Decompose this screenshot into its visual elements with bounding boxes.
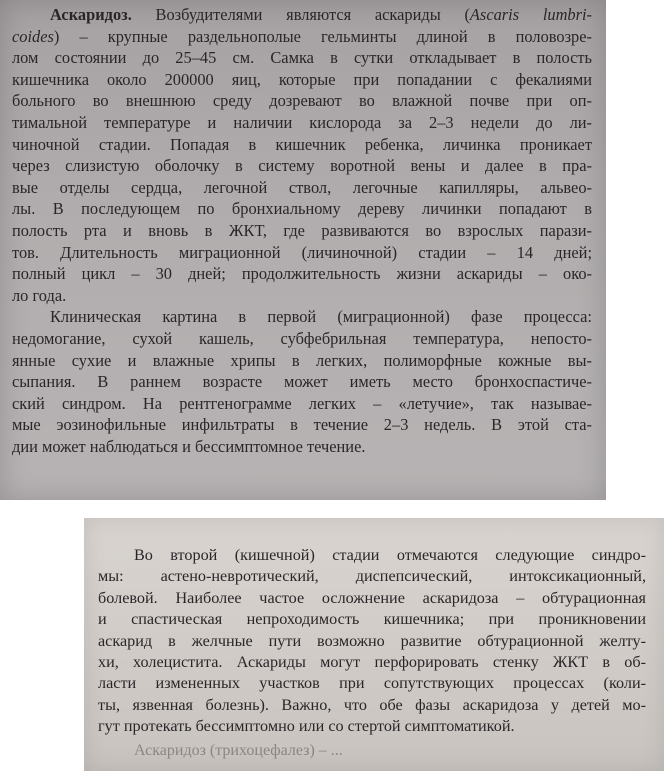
text-line: лом состоянии до 25–45 см. Самка в сутки откладывает в полость [12,48,592,68]
text-line: янные сухие и влажные хрипы в легких, полиморфные кожные вы- [12,350,592,370]
text-line: кишечника около 200000 яиц, которые при попадании с фекалиями [12,69,592,89]
cut-off-text-line: Аскаридоз (трихоцефалез) – ... [134,741,343,759]
latin-name: Ascaris lumbri- [469,5,592,24]
text-line: полость рта и вновь в ЖКТ, где развиваются во взрослых парази- [12,220,592,240]
text-line: аскарид в желчные пути возможно развитие обтурационной желту- [98,631,646,650]
text-line: вые отделы сердца, легочной ствол, легочные капилляры, альвео- [12,177,592,197]
text-line: мы: астено-невротический, диспепсический, интоксикационный, [98,567,646,586]
text-line: дии может наблюдаться и бессимптомное течение. [12,436,366,456]
ascariasis-paragraph-1 [12,4,592,306]
text-line: сыпания. В раннем возрасте может иметь место бронхоспастиче- [12,372,592,392]
text-line: ский синдром. На рентгенограмме легких – «летучие», так называе- [12,393,592,413]
text-line: хи, холецистита. Аскариды могут перфорировать стенку ЖКТ в об- [98,653,646,672]
ascariasis-paragraph-2 [12,306,592,457]
text-line: гут протекать бессимптомно или со стертой симптоматикой. [98,717,515,736]
text-line: и спастическая непроходимость кишечника; при проникновении [98,610,646,629]
text-line: coides) – крупные раздельнополые гельминты длиной в половозре- [12,26,592,46]
text-line: полный цикл – 30 дней; продолжительность жизни аскариды – око- [12,264,592,284]
text-line: больного во внешнюю среду дозревают во влажной почве при оп- [12,91,592,111]
text-line: ласти измененных участков при сопутствующих процессах (коли- [98,674,646,693]
text-line: мые эозинофильные инфильтраты в течение 2–3 недель. В этой ста- [12,415,592,435]
text-line: ты, язвенная болезнь). Важно, что обе фазы аскаридоза у детей мо- [98,695,646,714]
text-line: через слизистую оболочку в систему воротной вены и далее в пра- [12,156,592,176]
text-line: Клиническая картина в первой (миграционной) фазе процесса: [50,307,592,327]
text-line: Аскаридоз. Возбудителями являются аскариды (Ascaris lumbri- [50,5,592,24]
latin-name: coides [12,26,54,46]
text-line: чиночной стадии. Попадая в кишечник ребенка, личинка проникает [12,134,592,154]
text-line: тов. Длительность миграционной (личиночной) стадии – 14 дней; [12,242,592,262]
text-line: лы. В последующем по бронхиальному дереву личинки попадают в [12,199,592,219]
text-line: недомогание, сухой кашель, субфебрильная температура, непосто- [12,328,592,348]
ascariasis-paragraph-3 [98,545,646,738]
text-line: болевой. Наиболее частое осложнение аскаридоза – обтурационная [98,588,646,607]
text-line: Во второй (кишечной) стадии отмечаются следующие синдро- [134,546,646,564]
text-line: ло года. [12,285,67,305]
text-line: тимальной температуре и наличии кислорода за 2–3 недели до ли- [12,112,592,132]
page-photo-bottom [84,518,664,771]
section-heading: Аскаридоз. [50,5,132,24]
